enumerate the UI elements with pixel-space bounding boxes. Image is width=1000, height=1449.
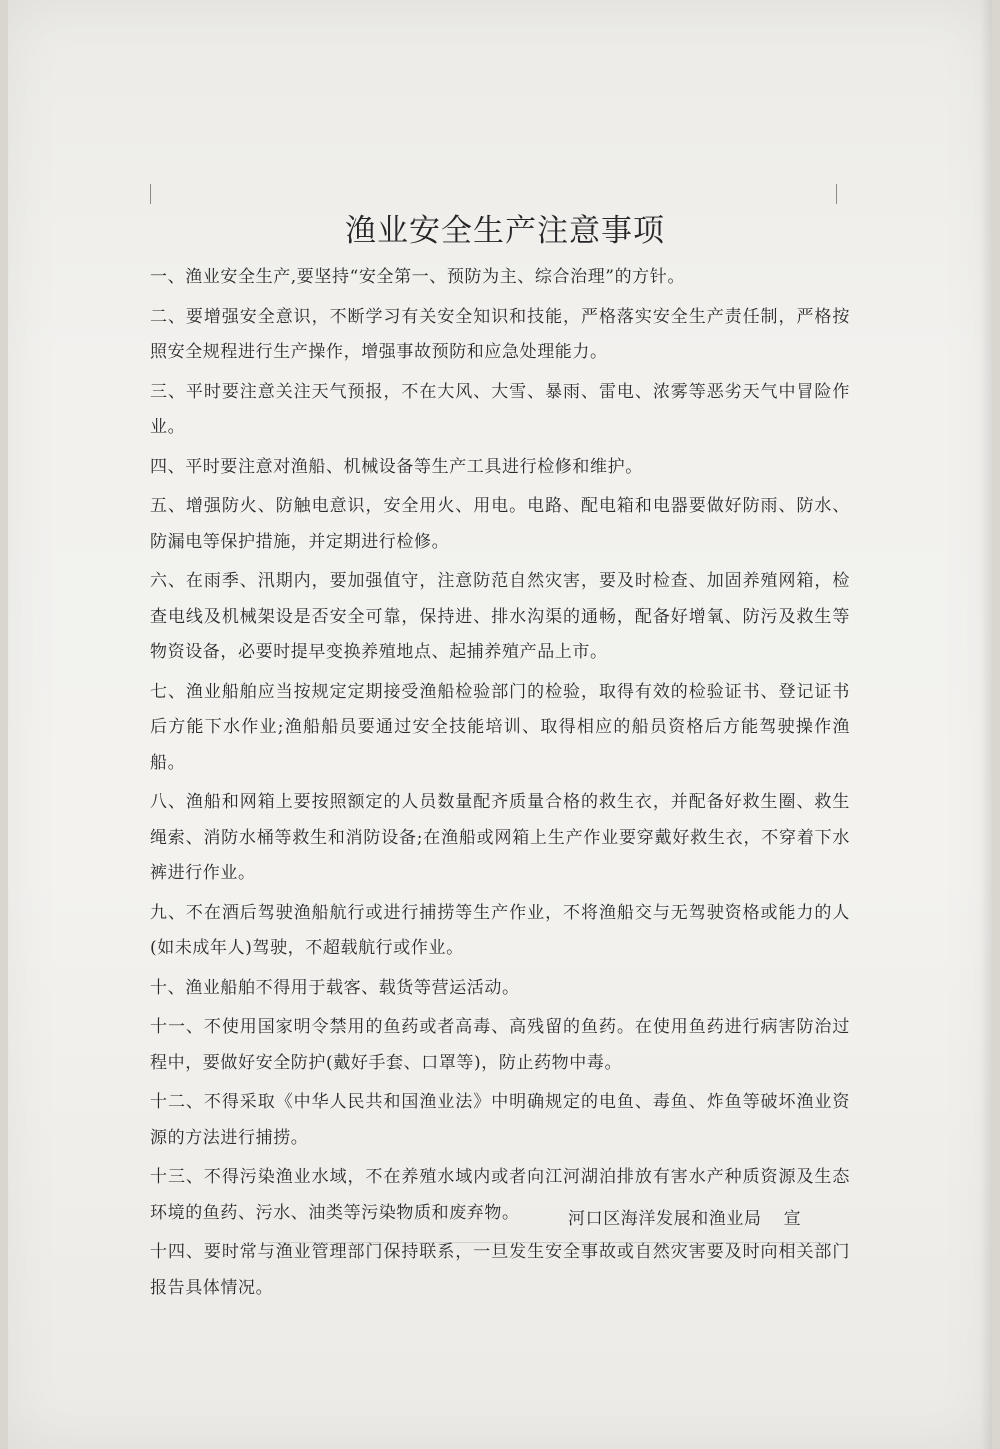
corner-mark-right xyxy=(836,184,837,204)
document-title: 渔业安全生产注意事项 xyxy=(345,213,665,249)
seal-character: 宣 xyxy=(783,1209,802,1229)
corner-mark-left xyxy=(150,184,151,204)
notice-item-9: 九、不在酒后驾驶渔船航行或进行捕捞等生产作业，不将渔船交与无驾驶资格或能力的人(如未成年人)驾驶，不超载航行或作业。 xyxy=(150,902,850,958)
notice-item-10: 十、渔业船舶不得用于载客、载货等营运活动。 xyxy=(150,977,520,998)
notice-item-4: 四、平时要注意对渔船、机械设备等生产工具进行检修和维护。 xyxy=(150,456,643,477)
notice-item-5: 五、增强防火、防触电意识，安全用火、用电。电路、配电箱和电器要做好防雨、防水、防漏电等保护措施，并定期进行检修。 xyxy=(150,496,850,552)
signature-line xyxy=(568,1204,801,1229)
notice-item-3: 三、平时要注意关注天气预报，不在大风、大雪、暴雨、雷电、浓雾等恶劣天气中冒险作业。 xyxy=(150,381,850,437)
notice-item-11: 十一、不使用国家明令禁用的鱼药或者高毒、高残留的鱼药。在使用鱼药进行病害防治过程中，要做好安全防护(戴好手套、口罩等)，防止药物中毒。 xyxy=(150,1017,850,1073)
faint-fold-line xyxy=(268,1242,828,1243)
notice-item-12: 十二、不得采取《中华人民共和国渔业法》中明确规定的电鱼、毒鱼、炸鱼等破坏渔业资源的方法进行捕捞。 xyxy=(150,1092,850,1148)
notice-item-6: 六、在雨季、汛期内，要加强值守，注意防范自然灾害，要及时检查、加固养殖网箱，检查电线及机械架设是否安全可靠，保持进、排水沟渠的通畅，配备好增氧、防污及救生等物资设备，必要时提早变换养殖地点、起捕养殖产品上市。 xyxy=(150,571,850,662)
notice-item-1: 一、渔业安全生产,要坚持“安全第一、预防为主、综合治理”的方针。 xyxy=(150,267,685,287)
notice-item-14: 十四、要时常与渔业管理部门保持联系，一旦发生安全事故或自然灾害要及时向相关部门报告具体情况。 xyxy=(150,1242,850,1298)
document-body xyxy=(150,205,850,1310)
notice-item-8: 八、渔船和网箱上要按照额定的人员数量配齐质量合格的救生衣，并配备好救生圈、救生绳索、消防水桶等救生和消防设备;在渔船或网箱上生产作业要穿戴好救生衣，不穿着下水裤进行作业。 xyxy=(150,792,850,883)
paper-edge-shadow xyxy=(980,0,992,1449)
issuer-name: 河口区海洋发展和渔业局 xyxy=(568,1209,762,1229)
notice-item-2: 二、要增强安全意识，不断学习有关安全知识和技能，严格落实安全生产责任制，严格按照安全规程进行生产操作，增强事故预防和应急处理能力。 xyxy=(150,306,850,362)
notice-item-7: 七、渔业船舶应当按规定定期接受渔船检验部门的检验，取得有效的检验证书、登记证书后方能下水作业;渔船船员要通过安全技能培训、取得相应的船员资格后方能驾驶操作渔船。 xyxy=(150,681,850,773)
notice-item-13: 十三、不得污染渔业水域，不在养殖水域内或者向江河湖泊排放有害水产种质资源及生态环境的鱼药、污水、油类等污染物质和废弃物。 xyxy=(150,1167,850,1223)
